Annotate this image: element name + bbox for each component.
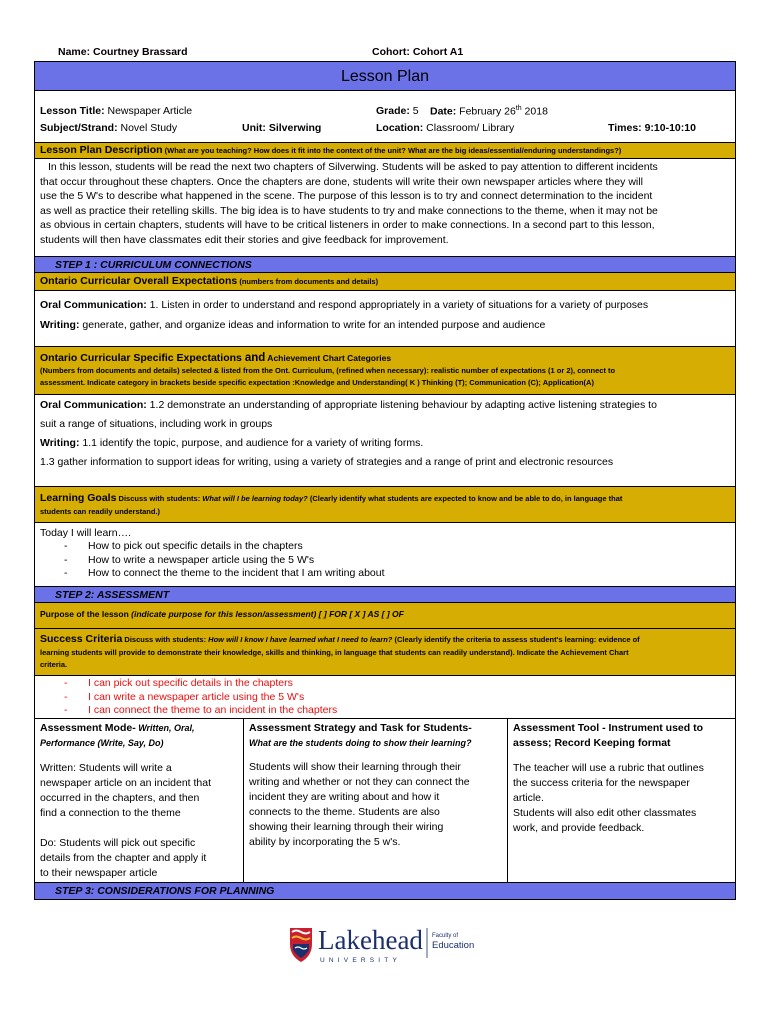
specific-expectations-text xyxy=(35,395,735,487)
date: Date: February 26th 2018 xyxy=(430,105,548,118)
assessment-tool-col: Assessment Tool - Instrument used to assess; Record Keeping format The teacher will use a rubric that outlines the success criteria for the newspaper article. Students will also edit other classmates work, and provide feedback. xyxy=(513,722,704,834)
description-line: students will then have classmates edit their stories and give feedback for improvement. xyxy=(40,233,449,246)
description-line: In this lesson, students will be read the next two chapters of Silverwing. Students will be asked to pay attention to different incidents xyxy=(48,161,658,173)
learning-goals-list xyxy=(40,540,730,581)
page-title: Lesson Plan xyxy=(35,62,735,91)
university-crest-icon xyxy=(288,922,488,966)
specific-expectations-heading: Ontario Curricular Specific Expectations and Achievement Chart Categories (Numbers from documents and details) selected & listed from the Ont. Curriculum, (refined when necessary): realistic number of expectations (1 or 2), connect to assessment. Indicate category in brackets beside specific expectation :Knowledge and Understanding( K ) Thinking (T); Communication (C); Application(A) xyxy=(35,347,735,395)
overall-expectations-text xyxy=(35,291,735,347)
assessment-mode-col: Assessment Mode- Written, Oral, Performance (Write, Say, Do) Written: Students will write a newspaper article on an incident that occurred in the chapters, and then find a connection to the theme Do: Students will pick out specific details from the chapter and apply it to their newspaper article xyxy=(35,719,244,882)
list-item: - I can write a newspaper article using the 5 W's xyxy=(64,691,730,705)
subject-strand: Subject/Strand: Novel Study xyxy=(40,122,178,134)
overall-oral: Oral Communication: 1. Listen in order to understand and respond appropriately in a variety of situations for a variety of purposes xyxy=(40,299,649,311)
learning-goals-heading: Learning Goals Discuss with students: What will I be learning today? (Clearly identify what students are expected to know and be able to do, in language that students can readily understand.) xyxy=(35,487,735,523)
description-text xyxy=(35,159,735,257)
success-criteria-text xyxy=(35,676,735,719)
list-item: - I can connect the theme to an incident in the chapters xyxy=(64,704,730,718)
description-line: as obvious in certain chapters, students will have to be critical listeners in order to make connections. In a second part to this lesson, xyxy=(40,219,655,231)
description-line: use the 5 W's to describe what happened in the scene. The purpose of this lesson is to try and connect determination to the incident xyxy=(40,190,653,202)
svg-text:Education: Education xyxy=(432,940,475,951)
overall-writing: Writing: generate, gather, and organize ideas and information to write for an intended purpose and audience xyxy=(40,319,546,331)
grade: Grade: 5 xyxy=(376,105,419,117)
learning-goals-text xyxy=(35,523,735,587)
lesson-meta xyxy=(35,91,735,143)
specific-extra: 1.3 gather information to support ideas for writing, using a variety of strategies and a range of print and electronic resources xyxy=(40,456,614,468)
list-item: - I can pick out specific details in the chapters xyxy=(64,677,730,691)
list-item: - How to connect the theme to the incident that I am writing about xyxy=(64,567,730,581)
cohort: Cohort: Cohort A1 xyxy=(372,46,464,58)
lesson-plan-table xyxy=(34,61,736,900)
success-criteria-list xyxy=(40,677,730,718)
step-1-heading: STEP 1 : CURRICULUM CONNECTIONS xyxy=(35,257,735,273)
success-criteria-heading: Success Criteria Discuss with students: How will I know I have learned what I need to learn? (Clearly identify the criteria to assess student's learning: evidence of learning students will provide to demonstrate their knowledge, skills and thinking, in language that students can readily understand). Indicate the Achievement Chart criteria. xyxy=(35,629,735,676)
lakehead-logo xyxy=(288,922,488,966)
list-item: - How to write a newspaper article using the 5 W's xyxy=(64,554,730,568)
unit: Unit: Silverwing xyxy=(242,122,322,134)
student-name: Name: Courtney Brassard xyxy=(58,46,188,58)
lesson-title: Lesson Title: Newspaper Article xyxy=(40,105,193,117)
overall-expectations-heading: Ontario Curricular Overall Expectations (numbers from documents and details) xyxy=(35,273,735,291)
specific-oral: Oral Communication: 1.2 demonstrate an understanding of appropriate listening behaviour by adapting active listening strategies to xyxy=(40,399,657,411)
location: Location: Classroom/ Library xyxy=(376,122,515,134)
step-2-heading: STEP 2: ASSESSMENT xyxy=(35,587,735,603)
list-item: - How to pick out specific details in the chapters xyxy=(64,540,730,554)
description-line: that occur throughout these chapters. Once the chapters are done, students will write their own newspaper articles where they will xyxy=(40,175,643,188)
assessment-strategy-col: Assessment Strategy and Task for Students- What are the students doing to show their learning? Students will show their learning through their writing and whether or not they can connect the incident they are writing about and how it connects to the theme. Students are also showing their learning through their wiring ability by incorporating the 5 w's. xyxy=(244,719,508,882)
svg-text:Lakehead: Lakehead xyxy=(318,925,423,955)
header xyxy=(58,46,728,60)
times: Times: 9:10-10:10 xyxy=(608,122,696,134)
description-line: as well as practice their retelling skills. The big idea is to have students to try and make connections to the theme, when it may not be xyxy=(40,204,658,217)
svg-text:UNIVERSITY: UNIVERSITY xyxy=(320,957,402,964)
svg-text:Faculty of: Faculty of xyxy=(432,933,459,939)
description-heading: Lesson Plan Description (What are you teaching? How does it fit into the context of the unit? What are the big ideas/essential/enduring understandings?) xyxy=(35,143,735,159)
purpose-of-lesson: Purpose of the lesson (indicate purpose for this lesson/assessment) [ ] FOR [ X ] AS [ ] OF xyxy=(35,603,735,629)
specific-oral-cont: suit a range of situations, including work in groups xyxy=(40,418,273,430)
specific-writing: Writing: 1.1 identify the topic, purpose, and audience for a variety of writing forms. xyxy=(40,437,424,449)
step-3-heading: STEP 3: CONSIDERATIONS FOR PLANNING xyxy=(35,883,735,899)
learning-goals-intro: Today I will learn…. xyxy=(40,527,132,539)
assessment-table xyxy=(35,719,735,883)
